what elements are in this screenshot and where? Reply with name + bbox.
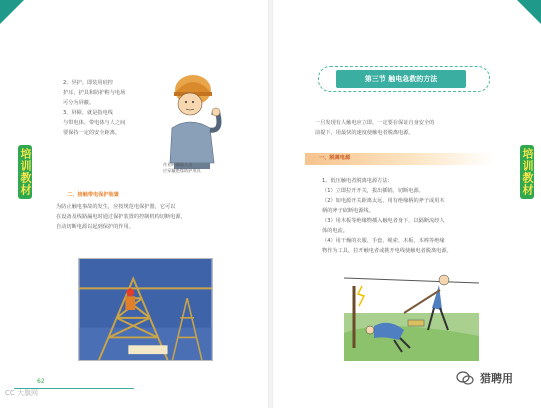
watermark-right-label: 猎聘用 [480, 372, 513, 385]
text-line: 体的电流。 [322, 228, 348, 234]
text-line: 自动切断电源以起到保护的作用。 [56, 224, 134, 230]
text-line: （2）如电源开关距离太远，用有绝缘柄的斧子或用木 [322, 198, 445, 204]
side-tab-left [18, 145, 32, 199]
corner-decoration-left [0, 0, 24, 24]
text-line: 护耳，护具和防护鞋与电场 [63, 90, 126, 96]
right-intro [315, 118, 434, 138]
side-tab-right [520, 145, 534, 199]
cartoon-caption [163, 162, 201, 174]
watermark-right [456, 369, 513, 387]
book-spine [268, 0, 273, 408]
left-paragraph-2 [56, 202, 186, 232]
text-line: 前提下，用最快的速度使触电者脱离电源。 [315, 130, 414, 136]
right-steps [322, 176, 452, 256]
text-line: 一旦发现有人触电应立即，一定要在保证自身安全的 [315, 120, 435, 126]
side-tab-left-label: 培训教材 [19, 148, 32, 196]
subheader-bar [305, 153, 495, 165]
wechat-icon [456, 369, 474, 387]
text-line: 1、低压触电者脱离电源方法： [322, 178, 393, 184]
text-line: 要保持一定的安全距离。 [63, 130, 121, 136]
text-line: （3）用木板等绝缘物插入触电者身下，以隔断流经人 [322, 218, 445, 224]
text-line: 2、异护。即装用硅控 [63, 80, 113, 86]
text-line: 物作为工具，拉开触电者或挑开电线使触电者脱离电源。 [322, 248, 452, 254]
text-line: 柄的斧子砍断电源线。 [322, 208, 374, 214]
corner-decoration-right [517, 0, 541, 24]
text-line: 在设备及线路漏电时通过保护装置的控制机构切断电源， [56, 214, 186, 220]
watermark-left: CC 大旗网 [5, 389, 39, 397]
rescue-illustration [344, 258, 479, 361]
text-line: 与带电体、带电体与人之间 [63, 120, 126, 126]
left-subsection-title: 二、接触带电保护装置 [67, 192, 119, 198]
text-line: 3、屏障。就是指电线 [63, 110, 113, 116]
text-line: 为防止触电事故的发生，应按规范电保护器，它可以 [56, 204, 176, 210]
pylon-worker-illustration [78, 258, 213, 361]
page-number: 62 [37, 378, 45, 385]
text-line: 可分为屏蔽。 [63, 100, 95, 106]
text-line: （1）立即拉开开关，拔出插销，切断电源。 [322, 188, 424, 194]
caption-line: 作业时确保人员 [163, 162, 193, 167]
side-tab-right-label: 培训教材 [521, 148, 534, 196]
section-title: 第三节 触电急救的方法 [336, 70, 466, 88]
subheader-label: 一、脱离电源 [319, 155, 351, 161]
text-line: （4）用干燥的衣服、手套、绳索、木板、木棒等绝缘 [322, 238, 445, 244]
caption-line: 应穿戴绝缘防护用具 [163, 168, 201, 173]
left-paragraph-1 [63, 78, 125, 138]
